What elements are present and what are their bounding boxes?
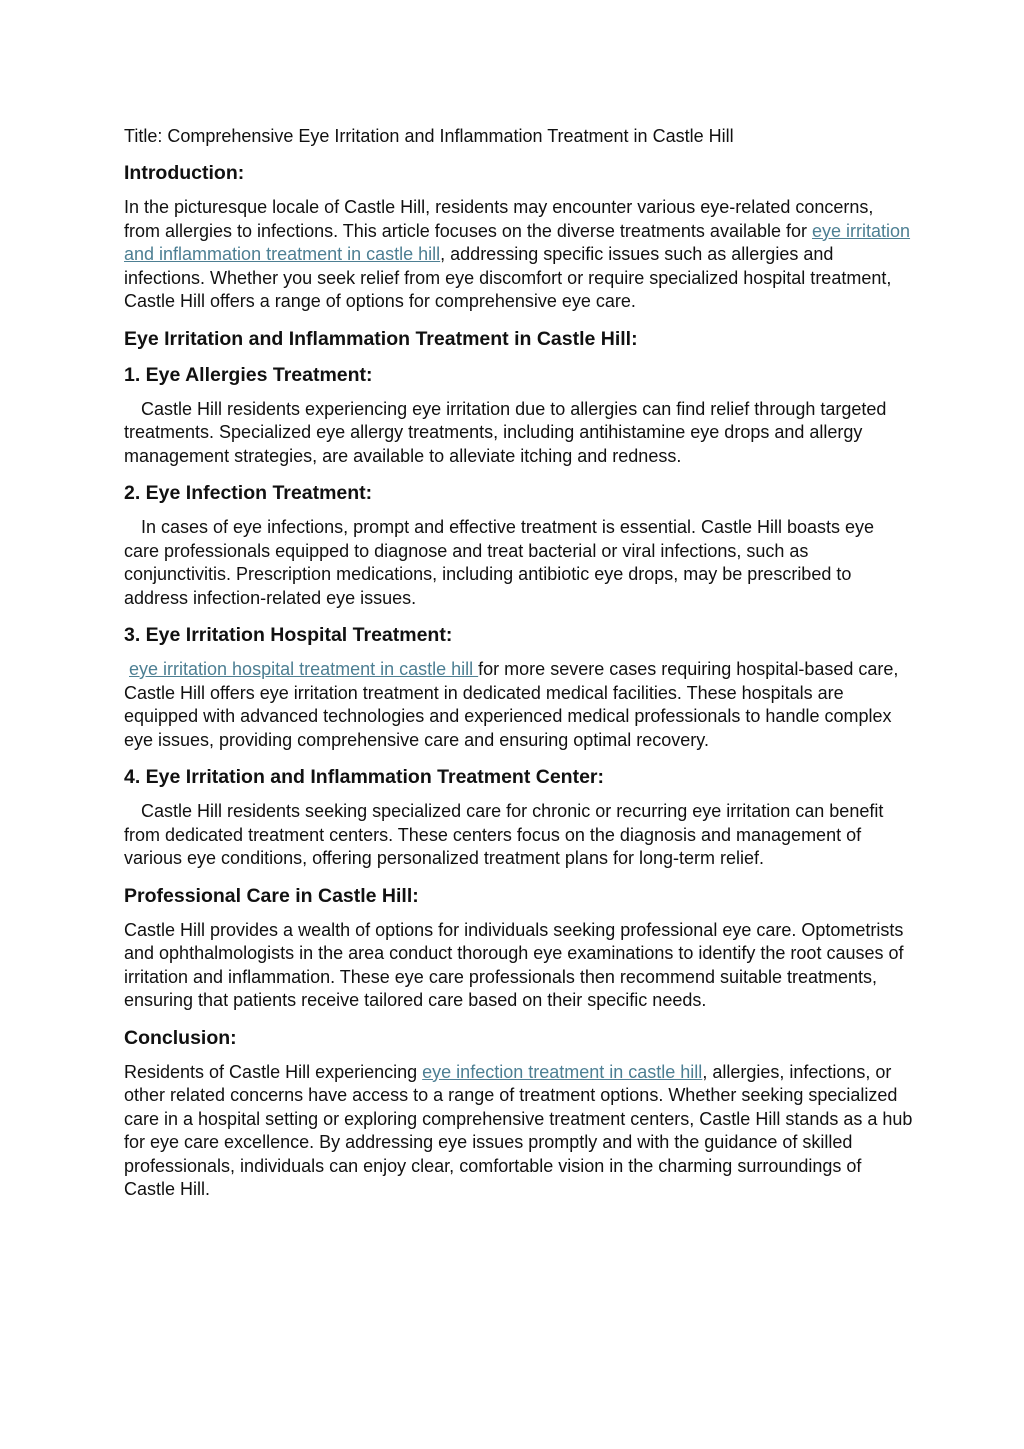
inflammation-treatment-link[interactable]: eye irritation and inflammation treatment in castle hill [124, 220, 911, 264]
section-hospital-heading: 3. Eye Irritation Hospital Treatment: [124, 624, 453, 646]
section-center-heading: 4. Eye Irritation and Inflammation Treatment Center: [124, 766, 605, 788]
document-title-line: Title: Comprehensive Eye Irritation and Inflammation Treatment in Castle Hill [124, 126, 734, 146]
introduction-heading: Introduction: [124, 162, 245, 184]
introduction-paragraph [124, 196, 914, 314]
hospital-treatment-link[interactable]: eye irritation hospital treatment in castle hill [129, 659, 479, 679]
introduction-text-before-link: In the picturesque locale of Castle Hill, residents may encounter various eye-related concerns, from allergies to infections. This article focuses on the diverse treatments available for [124, 197, 874, 241]
section-infection-heading: 2. Eye Infection Treatment: [124, 482, 373, 504]
section-infection-paragraph: In cases of eye infections, prompt and effective treatment is essential. Castle Hill boasts eye care professionals equipped to diagnose and treat bacterial or viral infections, such as conjunctivitis. Prescription medications, including antibiotic eye drops, may be prescribed to address infection-related eye issues. [124, 517, 875, 608]
main-section-heading: Eye Irritation and Inflammation Treatment in Castle Hill: [124, 327, 638, 350]
section-center-paragraph: Castle Hill residents seeking specialized care for chronic or recurring eye irritation can benefit from dedicated treatment centers. These centers focus on the diagnosis and management of various eye conditions, offering personalized treatment plans for long-term relief. [124, 801, 884, 868]
section-hospital-text: for more severe cases requiring hospital-based care, Castle Hill offers eye irritation treatment in dedicated medical facilities. These hospitals are equipped with advanced technologies and experienced medical professionals to handle complex eye issues, providing comprehensive care and ensuring optimal recovery. [124, 659, 899, 750]
conclusion-paragraph [124, 1061, 914, 1202]
infection-treatment-link[interactable]: eye infection treatment in castle hill [422, 1061, 703, 1082]
conclusion-text-after-link: , allergies, infections, or other related concerns have access to a range of treatment options. Whether seeking specialized care in a hospital setting or exploring comprehensive treatment centers, Castle Hill stands as a hub for eye care excellence. By addressing eye issues promptly and with the guidance of skilled professionals, individuals can enjoy clear, comfortable vision in the charming surroundings of Castle Hill. [124, 1061, 913, 1199]
conclusion-heading: Conclusion: [124, 1026, 237, 1049]
section-hospital-paragraph [124, 658, 914, 752]
conclusion-text-before-link: Residents of Castle Hill experiencing [124, 1061, 423, 1082]
introduction-text-after-link: , addressing specific issues such as allergies and infections. Whether you seek relief from eye discomfort or require specialized hospital treatment, Castle Hill offers a range of options for comprehensive eye care. [124, 244, 892, 311]
document-page [124, 124, 914, 1214]
section-allergies-heading: 1. Eye Allergies Treatment: [124, 363, 373, 386]
section-allergies-paragraph: Castle Hill residents experiencing eye irritation due to allergies can find relief through targeted treatments. Specialized eye allergy treatments, including antihistamine eye drops and allergy management strategies, are available to alleviate itching and redness. [124, 398, 887, 466]
professional-care-paragraph: Castle Hill provides a wealth of options for individuals seeking professional eye care. Optometrists and ophthalmologists in the area conduct thorough eye examinations to identify the root causes of irritation and inflammation. These eye care professionals then recommend suitable treatments, ensuring that patients receive tailored care based on their specific needs. [124, 919, 904, 1010]
professional-care-heading: Professional Care in Castle Hill: [124, 884, 419, 907]
